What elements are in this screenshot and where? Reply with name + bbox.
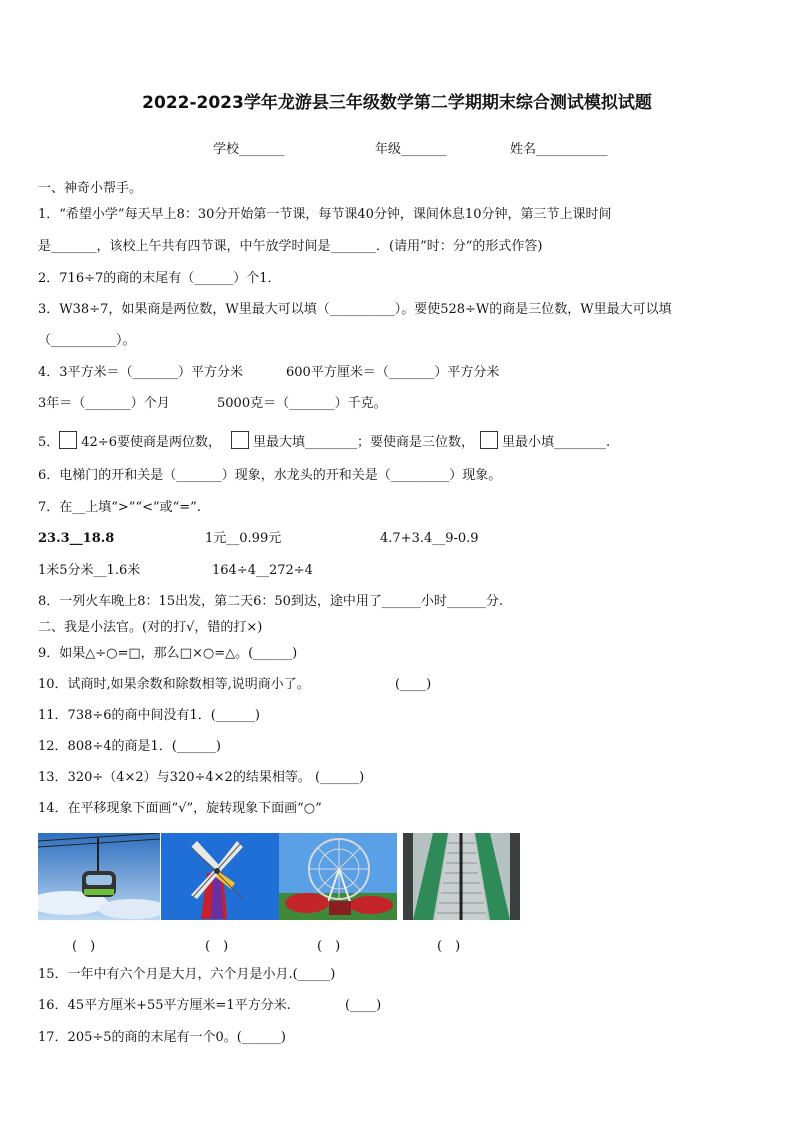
answer-blank: ( ) [317, 939, 341, 954]
question-4-b: 600平方厘米＝（_______）平方分米 [286, 365, 500, 380]
name-field: 姓名___________ [510, 142, 608, 157]
ferris-wheel-icon [279, 833, 397, 920]
question-2: 2．716÷7的商的末尾有（______）个1． [38, 271, 281, 286]
escalator-picture [403, 833, 520, 920]
question-5-number: 5． [38, 435, 60, 450]
question-6: 6．电梯门的开和关是（_______）现象，水龙头的开和关是（_________）现象。 [38, 468, 502, 483]
blank-box [480, 431, 498, 449]
question-14-stem: 14．在平移现象下面画“√”，旋转现象下面画“○” [38, 801, 322, 816]
cable-car-picture [38, 833, 160, 920]
question-3-line-2: （__________）。 [38, 333, 136, 348]
ferris-wheel-picture [279, 833, 397, 920]
question-15: 15．一年中有六个月是大月，六个月是小月.(_____) [38, 967, 336, 982]
blank-box [59, 431, 77, 449]
cable-car-icon [38, 833, 160, 920]
question-5-part-1: 42÷6要使商是两位数， [81, 435, 221, 450]
windmill-picture [161, 833, 279, 920]
question-16-blank: (____) [345, 998, 382, 1013]
escalator-icon [403, 833, 520, 920]
windmill-icon [161, 833, 279, 920]
answer-blank: ( ) [72, 939, 96, 954]
question-5-part-2: 里最大填________；要使商是三位数， [253, 435, 475, 450]
question-10-blank: (____) [395, 677, 432, 692]
question-1-line-2: 是_______，该校上午共有四节课，中午放学时间是_______．(请用”时：分“的形式作答) [38, 239, 543, 254]
question-5 [38, 431, 610, 451]
question-17: 17．205÷5的商的末尾有一个0。(______) [38, 1030, 286, 1045]
question-4-c: 3年＝（_______）个月 [38, 396, 170, 411]
blank-box [231, 431, 249, 449]
question-8: 8．一列火车晚上8：15出发，第二天6：50到达，途中用了______小时______分. [38, 594, 504, 609]
question-16: 16．45平方厘米+55平方厘米=1平方分米. [38, 998, 291, 1013]
question-10: 10．试商时,如果余数和除数相等,说明商小了。 [38, 677, 310, 692]
question-13-blank: (______) [315, 770, 365, 785]
page-title: 2022-2023学年龙游县三年级数学第二学期期末综合测试模拟试题 [142, 93, 652, 113]
question-7-item: 1元__0.99元 [205, 531, 282, 546]
question-7-item: 4.7+3.4__9-0.9 [380, 531, 479, 546]
question-7-item: 164÷4__272÷4 [212, 563, 313, 578]
question-11: 11．738÷6的商中间没有1．(______) [38, 708, 260, 723]
question-9: 9．如果△÷○=□，那么□×○=△。(______) [38, 646, 298, 661]
grade-field: 年级_______ [375, 142, 447, 157]
question-7-item: 1米5分米__1.6米 [38, 563, 141, 578]
question-7-stem: 7．在__上填“>”“<”或“=”. [38, 500, 201, 515]
section-1-heading: 一、神奇小帮手。 [38, 181, 143, 196]
question-13: 13．320÷（4×2）与320÷4×2的结果相等。 [38, 770, 311, 785]
question-4-a: 4．3平方米＝（_______）平方分米 [38, 365, 244, 380]
question-1-line-1: 1．“希望小学”每天早上8：30分开始第一节课，每节课40分钟，课间休息10分钟，第三节上课时间 [38, 207, 612, 222]
question-3-line-1: 3．W38÷7，如果商是两位数，W里最大可以填（__________）。要使528÷W的商是三位数，W里最大可以填 [38, 302, 672, 317]
section-2-heading: 二、我是小法官。(对的打√，错的打×) [38, 620, 263, 635]
question-12: 12．808÷4的商是1．(______) [38, 739, 221, 754]
question-5-part-3: 里最小填________. [502, 435, 611, 450]
question-7-item: 23.3__18.8 [38, 531, 115, 546]
answer-blank: ( ) [437, 939, 461, 954]
school-field: 学校_______ [213, 142, 285, 157]
answer-blank: ( ) [205, 939, 229, 954]
question-4-d: 5000克＝（_______）千克。 [217, 396, 387, 411]
